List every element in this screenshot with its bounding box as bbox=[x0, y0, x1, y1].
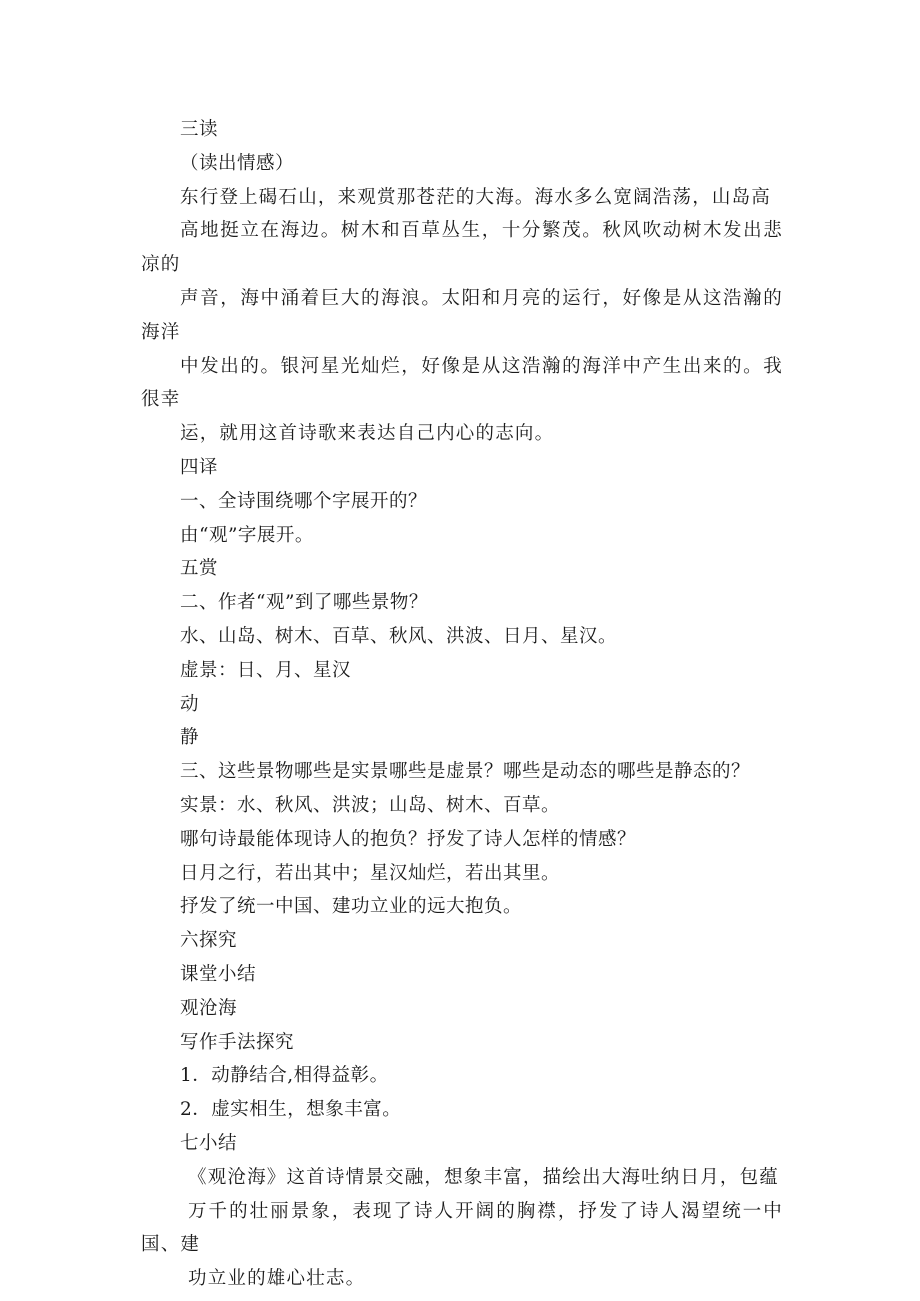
translation-paragraph bbox=[141, 181, 783, 451]
writing-technique-heading: 写作手法探究 bbox=[180, 1031, 295, 1053]
section-heading-explore: 六探究 bbox=[180, 930, 238, 952]
real-scenery: 实景：水、秋风、洪波；山岛、树木、百草。 bbox=[180, 794, 561, 816]
subheading-read-emotion: （读出情感） bbox=[180, 152, 295, 174]
document-page bbox=[141, 113, 783, 1296]
question-two: 二、作者“观”到了哪些景物？ bbox=[180, 592, 428, 614]
paragraph-line: 中发出的。银河星光灿烂，好像是从这浩瀚的海洋中产生出来的。我很幸 bbox=[141, 355, 783, 411]
poem-quote: 日月之行，若出其中；星汉灿烂，若出其里。 bbox=[180, 862, 561, 884]
answer-one: 由“观”字展开。 bbox=[180, 524, 314, 546]
virtual-scenery: 虚景：日、月、星汉 bbox=[180, 659, 352, 681]
question-one: 一、全诗围绕哪个字展开的？ bbox=[180, 490, 428, 512]
summary-paragraph bbox=[141, 1161, 783, 1296]
section-heading-summary: 七小结 bbox=[180, 1132, 238, 1154]
technique-item-2: 2．虚实相生，想象丰富。 bbox=[180, 1099, 402, 1121]
paragraph-line: 《观沧海》这首诗情景交融，想象丰富，描绘出大海吐纳日月，包蕴 bbox=[188, 1166, 780, 1188]
paragraph-line: 运，就用这首诗歌来表达自己内心的志向。 bbox=[180, 423, 555, 445]
section-heading-appreciate: 五赏 bbox=[180, 558, 219, 580]
section-heading-reading: 三读 bbox=[180, 119, 219, 140]
answer-two: 水、山岛、树木、百草、秋风、洪波、日月、星汉。 bbox=[180, 625, 618, 647]
paragraph-line: 东行登上碣石山，来观赏那苍茫的大海。海水多么宽阔浩荡，山岛高 bbox=[180, 186, 772, 208]
paragraph-line: 高地挺立在海边。树木和百草丛生，十分繁茂。秋风吹动树木发出悲凉的 bbox=[141, 220, 783, 276]
section-heading-translate: 四译 bbox=[180, 456, 219, 478]
paragraph-line: 声音，海中涌着巨大的海浪。太阳和月亮的运行，好像是从这浩瀚的海洋 bbox=[141, 287, 783, 343]
class-summary-label: 课堂小结 bbox=[180, 963, 257, 985]
label-dynamic: 动 bbox=[180, 693, 200, 715]
poem-title: 观沧海 bbox=[180, 997, 238, 1019]
paragraph-line: 万千的壮丽景象，表现了诗人开阔的胸襟，抒发了诗人渴望统一中国、建 bbox=[141, 1200, 783, 1256]
question-three: 三、这些景物哪些是实景哪些是虚景？哪些是动态的哪些是静态的？ bbox=[180, 761, 751, 783]
label-static: 静 bbox=[180, 727, 200, 749]
paragraph-line: 功立业的雄心壮志。 bbox=[188, 1268, 366, 1290]
question-ambition: 哪句诗最能体现诗人的抱负？抒发了诗人怎样的情感？ bbox=[180, 828, 637, 850]
technique-item-1: 1．动静结合,相得益彰。 bbox=[180, 1065, 389, 1087]
answer-ambition: 抒发了统一中国、建功立业的远大抱负。 bbox=[180, 896, 523, 918]
